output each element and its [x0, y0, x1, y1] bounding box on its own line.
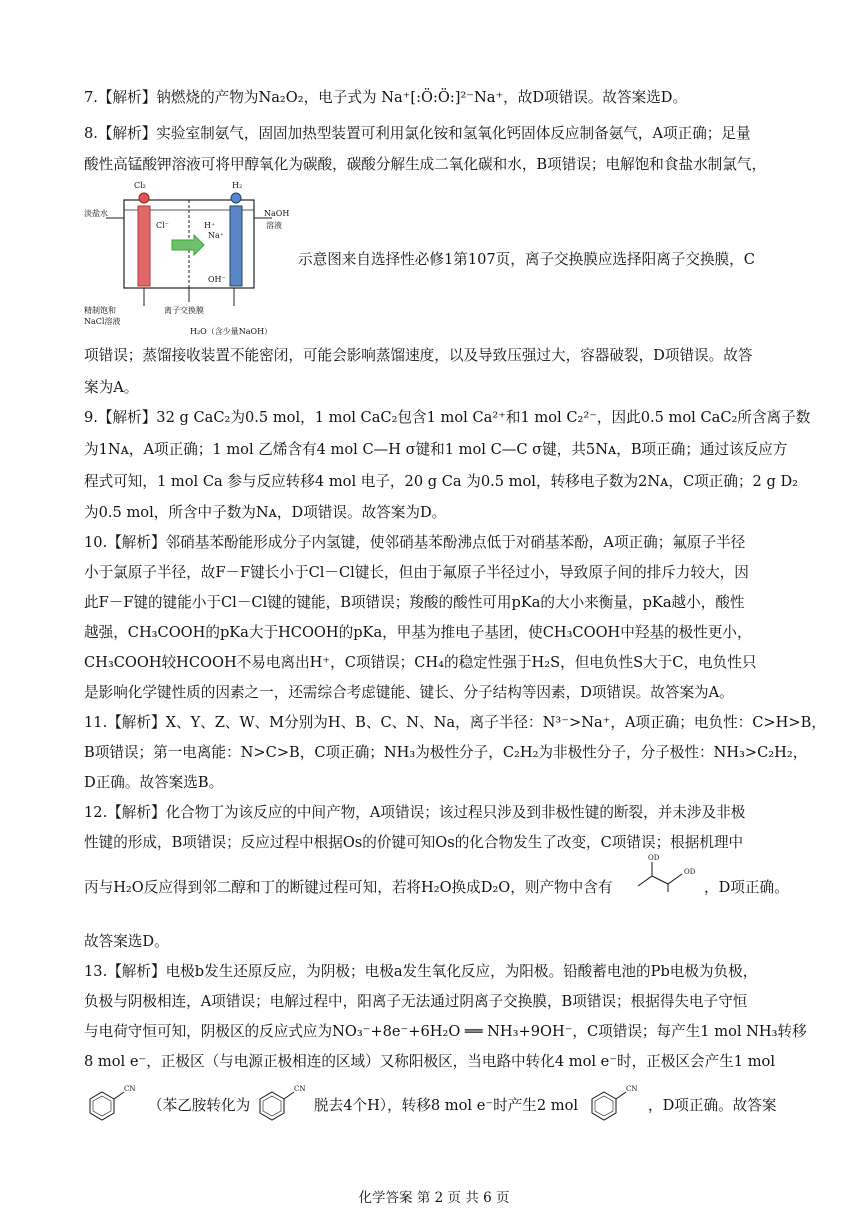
text-line: 10.【解析】邻硝基苯酚能形成分子内氢键，使邻硝基苯酚沸点低于对硝基苯酚，A项正确；氟原子半径 — [84, 534, 746, 551]
text-line: CH₃COOH较HCOOH不易电离出H⁺，C项错误；CH₄的稳定性强于H₂S，但电负性S大于C，电负性只 — [84, 654, 757, 671]
text-line: 性键的形成，B项错误；反应过程中根据Os的价键可知Os的化合物发生了改变，C项错误；根据机理中 — [84, 834, 744, 851]
od-label: OD — [648, 854, 660, 862]
text-line: 丙与H₂O反应得到邻二醇和丁的断键过程可知，若将H₂O换成D₂O，则产物中含有 — [84, 879, 613, 896]
oh-ion-label: OH⁻ — [208, 275, 226, 284]
page-footer: 化学答案 第 2 页 共 6 页 — [358, 1190, 510, 1206]
text-line: 小于氯原子半径，故F－F键长小于Cl－Cl键长，但由于氟原子半径过小，导致原子间的排斥力较大，因 — [84, 564, 749, 581]
text-line: 此F－F键的键能小于Cl－Cl键的键能，B项错误；羧酸的酸性可用pKa的大小来衡量，pKa越小，酸性 — [84, 594, 745, 611]
benzonitrile-structure — [84, 1082, 140, 1124]
od-label: OD — [684, 868, 696, 876]
text-line: ，D项正确。 — [704, 879, 789, 896]
water-label: H₂O（含少量NaOH） — [190, 327, 273, 336]
text-line: 12.【解析】化合物丁为该反应的中间产物，A项错误；该过程只涉及到非极性键的断裂，并未涉及非极 — [84, 804, 746, 821]
benzonitrile-structure — [586, 1082, 642, 1124]
text-line: 负极与阴极相连，A项错误；电解过程中，阳离子无法通过阴离子交换膜，B项错误；根据得失电子守恒 — [84, 993, 748, 1010]
text-line: 脱去4个H），转移8 mol e⁻时产生2 mol — [314, 1097, 579, 1114]
text-line: （苯乙胺转化为 — [148, 1097, 251, 1114]
text-line: 程式可知，1 mol Ca 参与反应转移4 mol 电子，20 g Ca 为0.5 mol，转移电子数为2Nᴀ，C项正确；2 g D₂ — [84, 473, 799, 490]
h2-label: H₂ — [232, 181, 243, 190]
text-line: 是影响化学键性质的因素之一，还需综合考虑键能、键长、分子结构等因素，D项错误。故答案为A。 — [84, 684, 734, 701]
text-line: 11.【解析】X、Y、Z、W、M分别为H、B、C、N、Na，离子半径：N³⁻>Na⁺，A项正确；电负性：C>H>B， — [84, 714, 826, 731]
text-line: ，D项正确。故答案 — [648, 1097, 777, 1114]
bottom-left-label-2: NaCl溶液 — [84, 317, 121, 326]
text-line: 7.【解析】钠燃烧的产物为Na₂O₂，电子式为 Na⁺[:Ö:Ö:]²⁻Na⁺，故D项错误。故答案选D。 — [84, 89, 688, 106]
text-line: B项错误；第一电离能：N>C>B，C项正确；NH₃为极性分子，C₂H₂为非极性分子，分子极性：NH₃>C₂H₂， — [84, 744, 808, 761]
text-line: 13.【解析】电极b发生还原反应，为阴极；电极a发生氧化反应，为阳极。铅酸蓄电池的Pb电极为负极， — [84, 963, 758, 980]
text-line: 与电荷守恒可知，阴极区的反应式应为NO₃⁻+8e⁻+6H₂O ══ NH₃+9OH⁻，C项错误；每产生1 mol NH₃转移 — [84, 1023, 807, 1040]
text-line: 示意图来自选择性必修1第107页，离子交换膜应选择阳离子交换膜，C — [298, 251, 755, 268]
diol-structure — [634, 852, 704, 892]
bottom-left-label-1: 精制饱和 — [84, 306, 116, 315]
text-line: 案为A。 — [84, 379, 139, 396]
solution-label: 溶液 — [266, 221, 282, 230]
text-line: 为1Nᴀ，A项正确；1 mol 乙烯含有4 mol C—H σ键和1 mol C—C σ键，共5Nᴀ，B项正确；通过该反应方 — [84, 441, 788, 458]
text-line: 酸性高锰酸钾溶液可将甲醇氧化为碳酸，碳酸分解生成二氧化碳和水，B项错误；电解饱和食盐水制氯气， — [84, 156, 767, 173]
text-line: 8.【解析】实验室制氨气，固固加热型装置可利用氯化铵和氢氧化钙固体反应制备氨气，A项正确；足量 — [84, 125, 751, 142]
cl2-label: Cl₂ — [134, 181, 146, 190]
cn-label: CN — [294, 1085, 306, 1093]
text-line: 9.【解析】32 g CaC₂为0.5 mol，1 mol CaC₂包含1 mol Ca²⁺和1 mol C₂²⁻，因此0.5 mol CaC₂所含离子数 — [84, 409, 811, 426]
cn-label: CN — [124, 1085, 136, 1093]
text-line: D正确。故答案选B。 — [84, 774, 224, 791]
text-line: 故答案选D。 — [84, 933, 169, 950]
text-line: 8 mol e⁻，正极区（与电源正极相连的区域）又称阳极区，当电路中转化4 mol e⁻时，正极区会产生1 mol — [84, 1053, 775, 1070]
naoh-label: NaOH — [264, 209, 290, 218]
left-in-label: 淡盐水 — [84, 209, 108, 218]
cn-label: CN — [626, 1085, 638, 1093]
text-line: 项错误；蒸馏接收装置不能密闭，可能会影响蒸馏速度，以及导致压强过大，容器破裂，D项错误。故答 — [84, 347, 753, 364]
na-ion-label: Na⁺ — [208, 231, 224, 240]
benzonitrile-structure — [254, 1082, 310, 1124]
h-ion-label: H⁺ — [204, 221, 216, 230]
text-line: 为0.5 mol，所含中子数为Nᴀ，D项错误。故答案为D。 — [84, 504, 447, 521]
cl-ion-label: Cl⁻ — [156, 221, 169, 230]
membrane-label: 离子交换膜 — [164, 306, 204, 315]
text-line: 越强，CH₃COOH的pKa大于HCOOH的pKa，甲基为推电子基团，使CH₃COOH中羟基的极性更小， — [84, 624, 752, 641]
electrolysis-diagram — [84, 178, 294, 338]
